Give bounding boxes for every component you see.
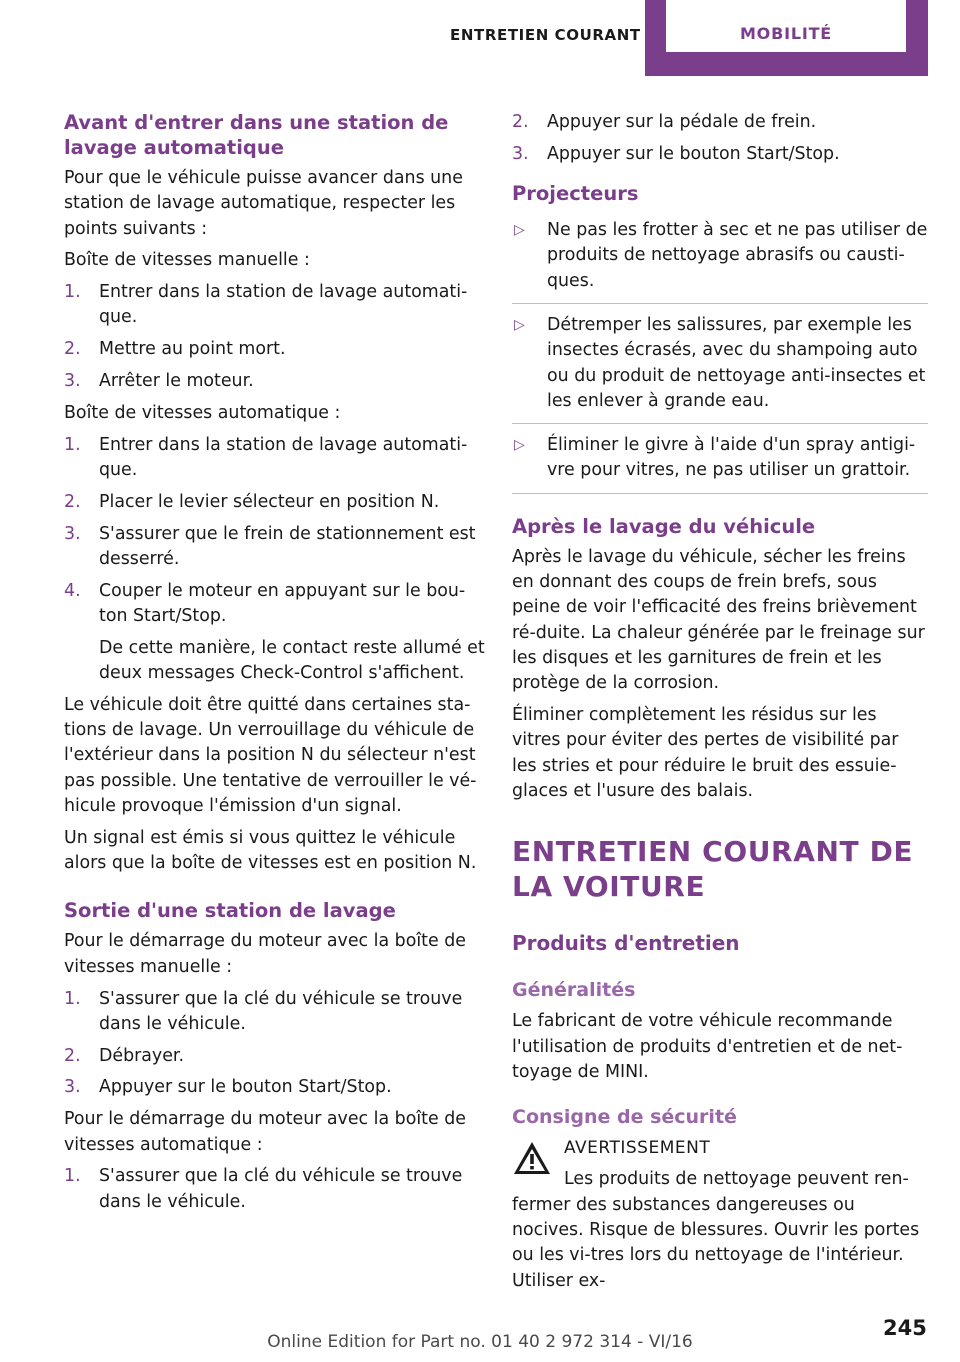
header-section-title: ENTRETIEN COURANT (450, 26, 641, 44)
step-note: De cette manière, le contact reste allumé et deux messages Check-Control s'affichent. (99, 637, 485, 684)
list-item: 3. Arrêter le moteur. (64, 371, 254, 392)
paragraph-apres-lavage: Après le lavage du véhicule, sécher les freins en donnant des coups de frein brefs, sous peine de voir l'efficacité des freins brièvement ré‐duite. La chaleur générée par le freinage sur les disques et les garnitures de frein et les protège de la corrosion. (512, 546, 925, 694)
list-item: 1. Entrer dans la station de lavage automati‐que. (64, 434, 468, 480)
warning-block (512, 1136, 928, 1294)
footer-edition: Online Edition for Part no. 01 40 2 972 314 - VI/16 (267, 1332, 693, 1352)
heading-generalites: Généralités (512, 979, 636, 1002)
heading-entretien-courant: ENTRETIEN COURANT DE LA VOITURE (512, 835, 914, 904)
paragraph-boite-automatique: Boîte de vitesses automatique : (64, 402, 341, 423)
list-steps-sortie-auto (64, 1164, 489, 1215)
list-item: 2. Appuyer sur la pédale de frein. (512, 112, 817, 132)
paragraph-residus: Éliminer complètement les résidus sur les vitres pour éviter des pertes de visibilité par les stries et pour réduire le bruit des essuie-glaces et l'usure des balais. (512, 705, 899, 801)
triangle-right-icon: ▷ (514, 437, 525, 454)
paragraph-demarrage-manuelle: Pour le démarrage du moteur avec la boîte de vitesses manuelle : (64, 931, 466, 977)
warning-triangle-icon (512, 1140, 552, 1176)
paragraph-fabricant: Le fabricant de votre véhicule recommande l'utilisation de produits d'entretien et de net‐toyage de MINI. (512, 1011, 903, 1082)
list-item: 2. Mettre au point mort. (64, 339, 286, 360)
list-item: 2. Placer le levier sélecteur en position N. (64, 491, 440, 512)
list-steps-automatique (64, 433, 489, 687)
list-item: 1. S'assurer que la clé du véhicule se trouve dans le véhicule. (64, 988, 463, 1034)
list-projecteurs (512, 218, 928, 494)
paragraph-intro: Pour que le véhicule puisse avancer dans une station de lavage automatique, respecter les points suivants : (64, 168, 463, 239)
triangle-right-icon: ▷ (514, 222, 525, 239)
list-item: ▷ Ne pas les frotter à sec et ne pas utiliser de produits de nettoyage abrasifs ou causti‐ques. (512, 218, 928, 304)
list-item: 3. Appuyer sur le bouton Start/Stop. (512, 143, 840, 164)
page-number: 245 (883, 1316, 927, 1340)
left-column (64, 110, 489, 1221)
right-column (512, 110, 928, 1300)
list-item: 2. Débrayer. (64, 1045, 185, 1066)
heading-sortie-station: Sortie d'une station de lavage (64, 899, 396, 923)
heading-produits-entretien: Produits d'entretien (512, 931, 740, 956)
header-chapter-label: MOBILITÉ (739, 24, 833, 43)
heading-projecteurs: Projecteurs (512, 182, 639, 206)
warning-text: Les produits de nettoyage peuvent ren‐fermer des substances dangereuses ou nocives. Risque de blessures. Ouvrir les portes ou les vi‐tres lors du nettoyage de l'intérieur. Utiliser ex‐ (512, 1169, 920, 1291)
header-chapter-tab (645, 0, 928, 76)
warning-title: AVERTISSEMENT (564, 1138, 711, 1159)
list-steps-sortie-manuelle (64, 987, 489, 1101)
list-steps-sortie-auto-cont (512, 110, 928, 167)
list-item: 1. S'assurer que la clé du véhicule se trouve dans le véhicule. (64, 1166, 463, 1212)
list-item: ▷ Détremper les salissures, par exemple les insectes écrasés, avec du shampoing auto ou du produit de nettoyage anti-insectes et les enlever à grande eau. (512, 313, 928, 424)
heading-avant-station: Avant d'entrer dans une station de lavage automatique (64, 111, 449, 159)
heading-consigne-securite: Consigne de sécurité (512, 1106, 737, 1129)
list-item: ▷ Éliminer le givre à l'aide d'un spray antigi‐vre pour vitres, ne pas utiliser un grattoir. (512, 433, 928, 494)
list-steps-manuelle (64, 280, 489, 394)
paragraph-vehicule-quitte: Le véhicule doit être quitté dans certaines sta‐tions de lavage. Un verrouillage du véhicule de l'extérieur dans la position N du sélecteur n'est pas possible. Une tentative de verrouiller le vé‐hicule provoque l'émission d'un signal. (64, 694, 477, 817)
list-item: 3. S'assurer que le frein de stationnement est desserré. (64, 523, 476, 569)
paragraph-boite-manuelle: Boîte de vitesses manuelle : (64, 250, 310, 271)
paragraph-demarrage-auto: Pour le démarrage du moteur avec la boîte de vitesses automatique : (64, 1109, 466, 1155)
list-item: 4. Couper le moteur en appuyant sur le bou‐ton Start/Stop. De cette manière, le contact reste allumé et deux messages Check-Control s'affichent. (64, 579, 489, 687)
paragraph-signal: Un signal est émis si vous quittez le véhicule alors que la boîte de vitesses est en position N. (64, 827, 477, 874)
heading-apres-lavage: Après le lavage du véhicule (512, 514, 816, 538)
list-item: 3. Appuyer sur le bouton Start/Stop. (64, 1077, 392, 1098)
list-item: 1. Entrer dans la station de lavage automati‐que. (64, 282, 468, 328)
triangle-right-icon: ▷ (514, 316, 525, 333)
